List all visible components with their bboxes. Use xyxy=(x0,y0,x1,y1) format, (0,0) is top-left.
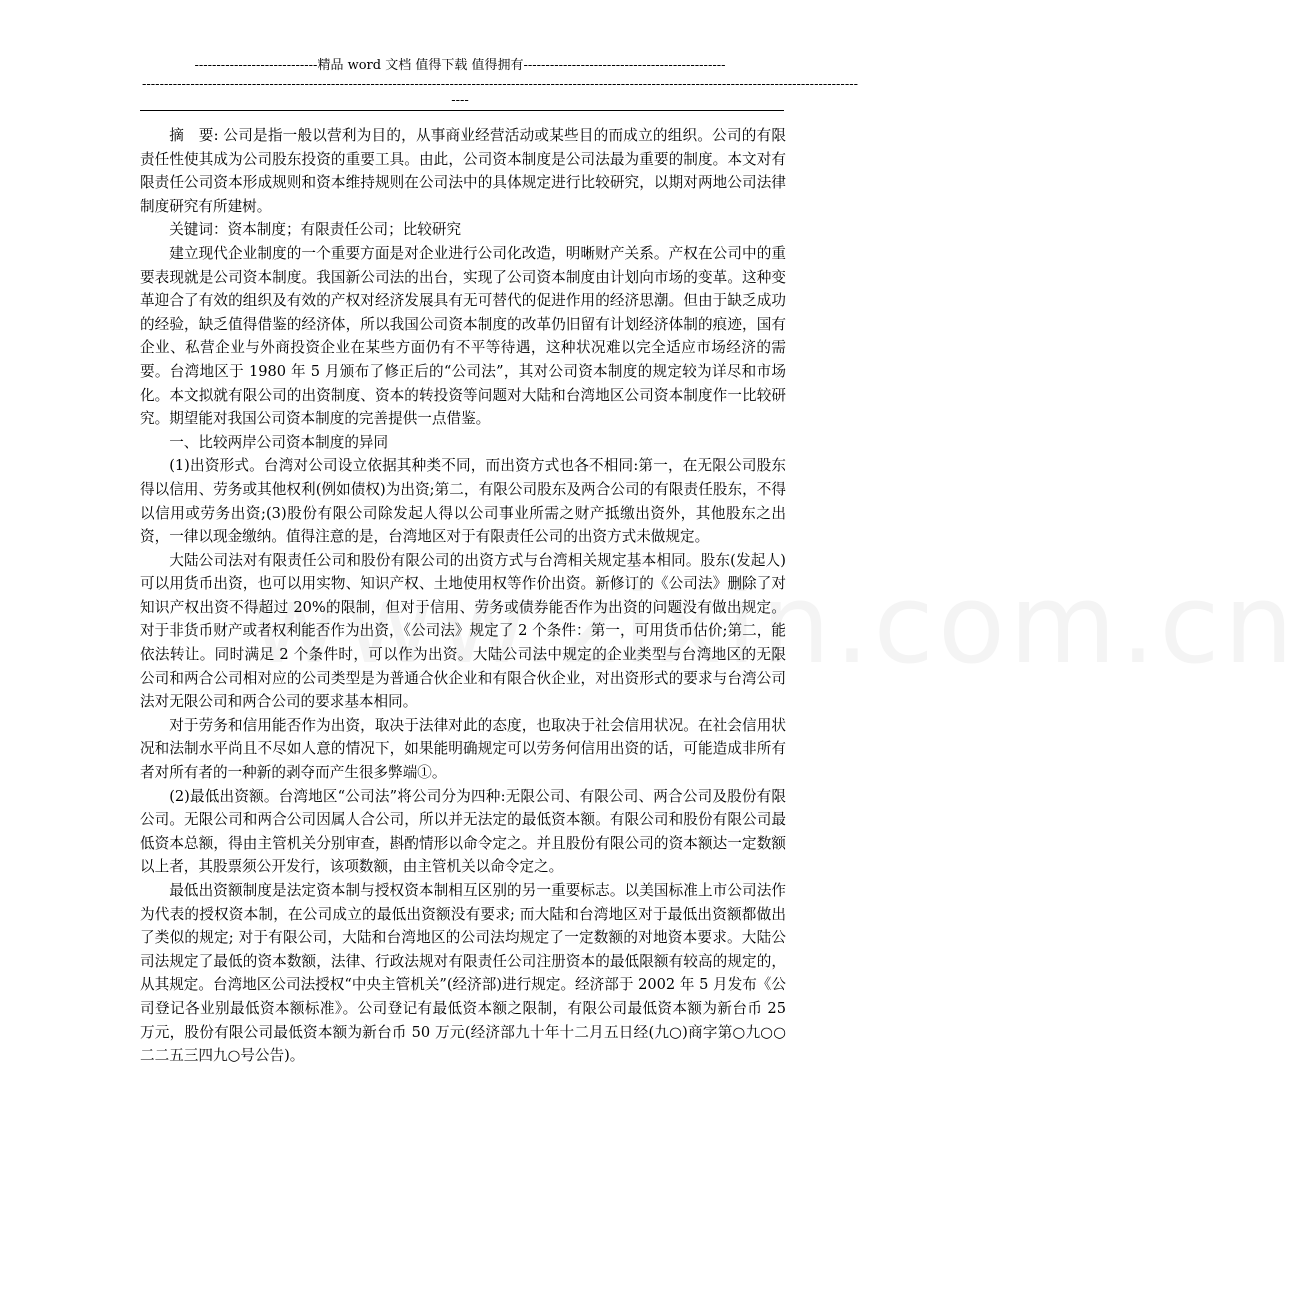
body-paragraph-contribution-form: (1)出资形式。台湾对公司设立依据其种类不同，而出资方式也各不相同:第一，在无限公司股东得以信用、劳务或其他权利(例如债权)为出资;第二，有限公司股东及两合公司的有限责任股东，不得以信用或劳务出资;(3)股份有限公司除发起人得以公司事业所需之财产抵缴出资外，其他股东之出资，一律以现金缴纳。值得注意的是，台湾地区对于有限责任公司的出资方式未做规定。 xyxy=(140,457,786,546)
keywords-paragraph: 关键词：资本制度；有限责任公司；比较研究 xyxy=(169,221,462,239)
section-heading: 一、比较两岸公司资本制度的异同 xyxy=(169,433,389,451)
intro-paragraph: 建立现代企业制度的一个重要方面是对企业进行公司化改造，明晰财产关系。产权在公司中的重要表现就是公司资本制度。我国新公司法的出台，实现了公司资本制度由计划向市场的变革。这种变革迎合了有效的组织及有效的产权对经济发展具有无可替代的促进作用的经济思潮。但由于缺乏成功的经验，缺乏值得借鉴的经济体，所以我国公司资本制度的改革仍旧留有计划经济体制的痕迹，国有企业、私营企业与外商投资企业在某些方面仍有不平等待遇，这种状况难以完全适应市场经济的需要。台湾地区于 1980 年 5 月颁布了修正后的“公司法”，其对公司资本制度的规定较为详尽和市场化。本文拟就有限公司的出资制度、资本的转投资等问题对大陆和台湾地区公司资本制度作一比较研究。期望能对我国公司资本制度的完善提供一点借鉴。 xyxy=(140,244,786,428)
body-paragraph-mainland-law: 大陆公司法对有限责任公司和股份有限公司的出资方式与台湾相关规定基本相同。股东(发起人)可以用货币出资，也可以用实物、知识产权、土地使用权等作价出资。新修订的《公司法》删除了对知识产权出资不得超过 20%的限制，但对于信用、劳务或债券能否作为出资的问题没有做出规定。对于非货币财产或者权利能否作为出资，《公司法》规定了 2 个条件：第一，可用货币估价;第二，能依法转让。同时满足 2 个条件时，可以作为出资。大陆公司法中规定的企业类型与台湾地区的无限公司和两合公司相对应的公司类型是为普通合伙企业和有限合伙企业，对出资形式的要求与台湾公司法对无限公司和两合公司的要求基本相同。 xyxy=(140,551,786,711)
abstract-paragraph: 摘 要: 公司是指一般以营利为目的，从事商业经营活动或某些目的而成立的组织。公司的有限责任性使其成为公司股东投资的重要工具。由此，公司资本制度是公司法最为重要的制度。本文对有限责任公司资本形成规则和资本维持规则在公司法中的具体规定进行比较研究，以期对两地公司法律制度研究有所建树。 xyxy=(140,127,786,215)
header-divider xyxy=(140,110,784,111)
page-header-banner: ----------------------------精品 word 文档 值得下载 值得拥有---------------------------------------------- xyxy=(194,58,726,73)
body-paragraph-minimum-capital-system: 最低出资额制度是法定资本制与授权资本制相互区别的另一重要标志。以美国标准上市公司法作为代表的授权资本制，在公司成立的最低出资额没有要求; 而大陆和台湾地区对于最低出资额都做出了类似的规定; 对于有限公司，大陆和台湾地区的公司法均规定了一定数额的对地资本要求。大陆公司法规定了最低的资本数额，法律、行政法规对有限责任公司注册资本的最低限额有较高的规定的，从其规定。台湾地区公司法授权“中央主管机关”(经济部)进行规定。经济部于 2002 年 5 月发布《公司登记各业别最低资本额标准》。公司登记有最低资本额之限制，有限公司最低资本额为新台币 25 万元，股份有限公司最低资本额为新台币 50 万元(经济部九十年十二月五日经(九○)商字第○九○○二二五三四九○号公告)。 xyxy=(140,882,786,1065)
page-header-dashes: ------------------------------------------------------------------------------------------------------------------------------------------------------------------- xyxy=(142,77,858,92)
body-paragraph-minimum-capital: (2)最低出资额。台湾地区“公司法”将公司分为四种:无限公司、有限公司、两合公司及股份有限公司。无限公司和两合公司因属人合公司，所以并无法定的最低资本额。有限公司和股份有限公司最低资本总额，得由主管机关分别审查，斟酌情形以命令定之。并且股份有限公司的资本额达一定数额以上者，其股票须公开发行，该项数额，由主管机关以命令定之。 xyxy=(140,787,786,876)
document-body xyxy=(140,124,786,1068)
body-paragraph-labor-credit: 对于劳务和信用能否作为出资，取决于法律对此的态度，也取决于社会信用状况。在社会信用状况和法制水平尚且不尽如人意的情况下，如果能明确规定可以劳务何信用出资的话，可能造成非所有者对所有者的一种新的剥夺而产生很多弊端①。 xyxy=(140,716,786,782)
page-header-dashes-tail: ---- xyxy=(451,93,469,108)
